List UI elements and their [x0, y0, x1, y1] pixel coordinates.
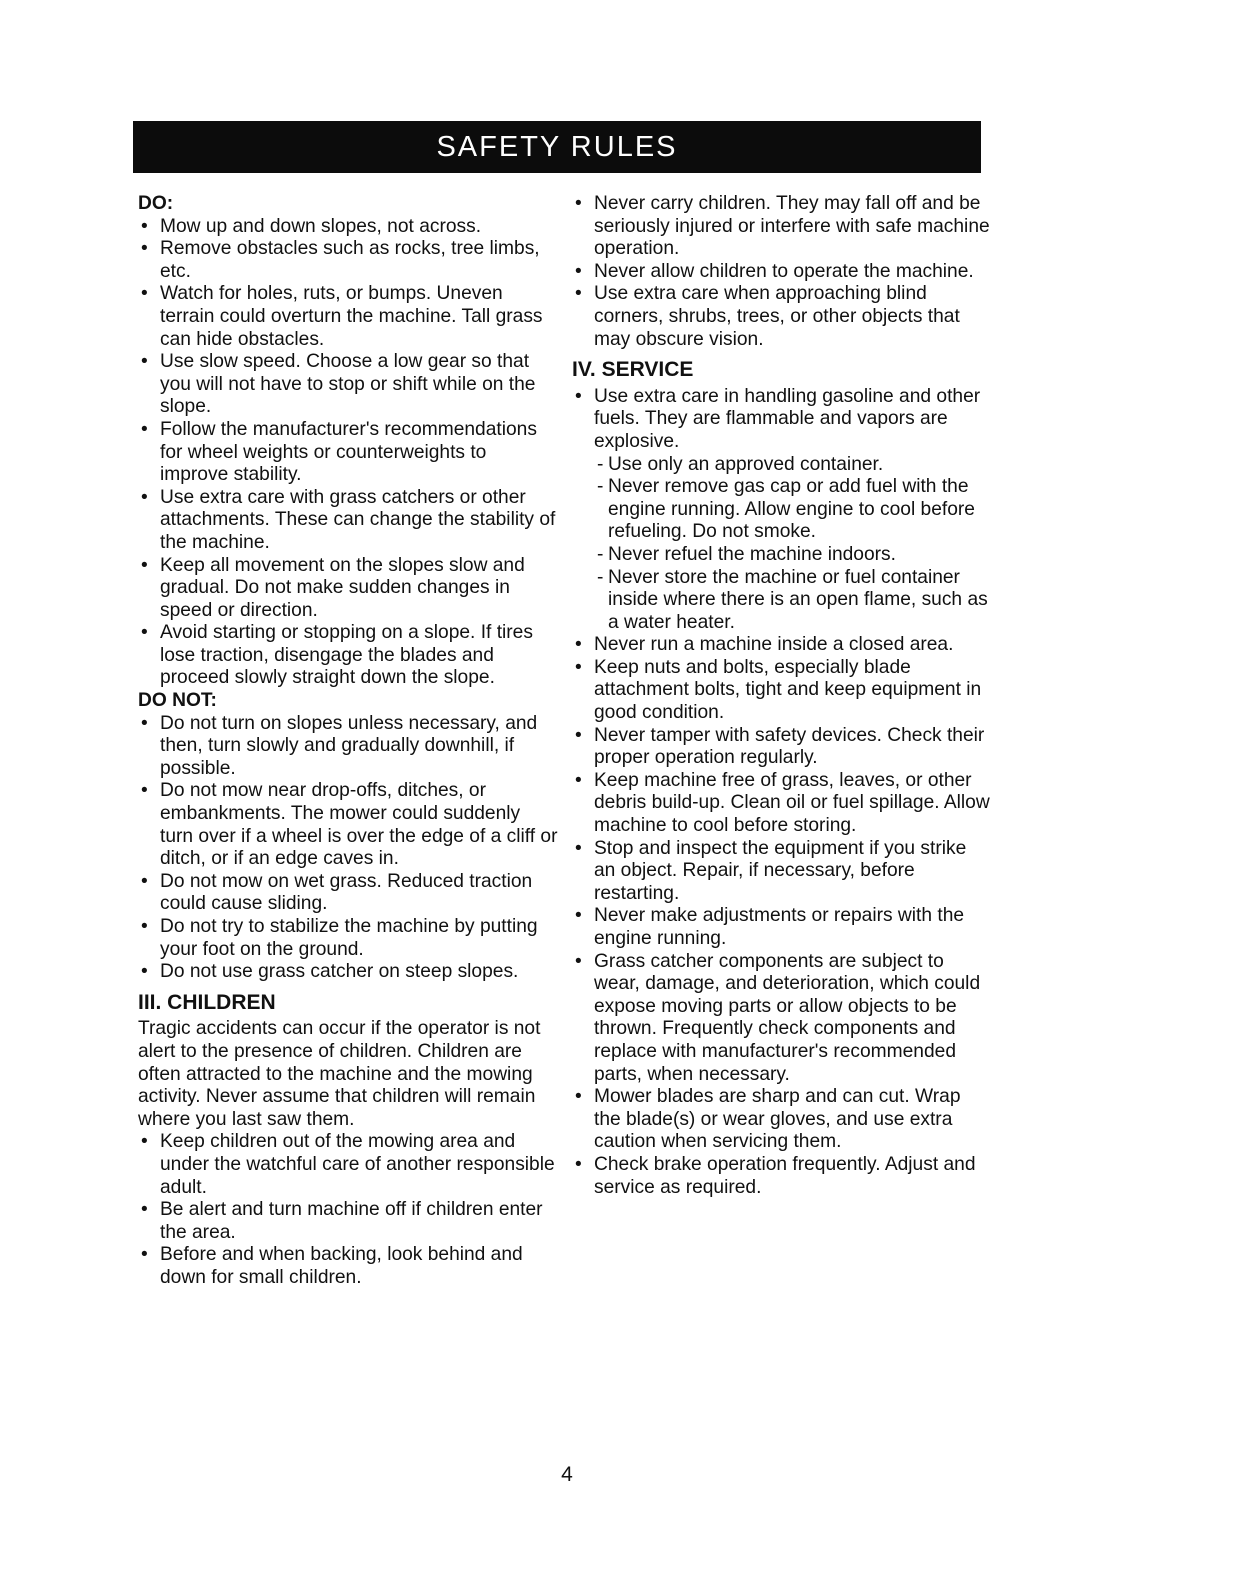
list-item: • Remove obstacles such as rocks, tree limbs, etc.	[138, 238, 558, 283]
list-item: • Mower blades are sharp and can cut. Wrap the blade(s) or wear gloves, and use extra caution when servicing them.	[572, 1086, 992, 1154]
list-item: • Mow up and down slopes, not across.	[138, 216, 558, 239]
list-item: • Watch for holes, ruts, or bumps. Uneven terrain could overturn the machine. Tall grass can hide obstacles.	[138, 283, 558, 351]
list-item: • Never make adjustments or repairs with the engine running.	[572, 905, 992, 950]
do-list	[138, 216, 558, 690]
do-label: DO:	[138, 193, 174, 214]
sub-list-item: - Never store the machine or fuel container inside where there is an open flame, such as a water heater.	[594, 567, 992, 635]
list-item: • Do not mow near drop-offs, ditches, or embankments. The mower could suddenly turn over if a wheel is over the edge of a cliff or ditch, or if an edge caves in.	[138, 780, 558, 870]
list-item: • Grass catcher components are subject to wear, damage, and deterioration, which could expose moving parts or allow objects to be thrown. Frequently check components and replace with manufacturer's recommended parts, when necessary.	[572, 951, 992, 1087]
list-item: • Use slow speed. Choose a low gear so that you will not have to stop or shift while on the slope.	[138, 351, 558, 419]
fuel-item-text: Use extra care in handling gasoline and other fuels. They are flammable and vapors are explosive.	[594, 385, 981, 452]
right-column	[572, 193, 992, 1199]
list-item: • Do not try to stabilize the machine by putting your foot on the ground.	[138, 916, 558, 961]
banner-title: SAFETY RULES	[436, 130, 678, 163]
fuel-sublist	[594, 454, 992, 635]
do-not-label: DO NOT:	[138, 690, 217, 712]
sub-list-item: - Never remove gas cap or add fuel with the engine running. Allow engine to cool before refueling. Do not smoke.	[594, 476, 992, 544]
list-item: • Keep nuts and bolts, especially blade attachment bolts, tight and keep equipment in good condition.	[572, 657, 992, 725]
list-item: • Never carry children. They may fall off and be seriously injured or interfere with safe machine operation.	[572, 193, 992, 261]
do-not-list	[138, 713, 558, 984]
list-item: • Do not use grass catcher on steep slopes.	[138, 961, 558, 984]
list-item: • Follow the manufacturer's recommendations for wheel weights or counterweights to improve stability.	[138, 419, 558, 487]
list-item: • Do not mow on wet grass. Reduced traction could cause sliding.	[138, 871, 558, 916]
page-number: 4	[561, 1463, 573, 1486]
list-item: • Never allow children to operate the machine.	[572, 261, 992, 284]
list-item: • Be alert and turn machine off if children enter the area.	[138, 1199, 558, 1244]
children-list	[138, 1131, 558, 1289]
list-item: • Use extra care with grass catchers or other attachments. These can change the stability of the machine.	[138, 487, 558, 555]
sub-list-item: - Use only an approved container.	[594, 454, 992, 477]
service-heading: IV. SERVICE	[572, 358, 694, 382]
list-item: • Keep children out of the mowing area and under the watchful care of another responsible adult.	[138, 1131, 558, 1199]
service-list	[572, 386, 992, 1199]
children-heading: III. CHILDREN	[138, 990, 276, 1014]
list-item: • Keep machine free of grass, leaves, or other debris build-up. Clean oil or fuel spillage. Allow machine to cool before storing.	[572, 770, 992, 838]
list-item: • Never tamper with safety devices. Check their proper operation regularly.	[572, 725, 992, 770]
list-item: • Keep all movement on the slopes slow and gradual. Do not make sudden changes in speed or direction.	[138, 555, 558, 623]
list-item: • Stop and inspect the equipment if you strike an object. Repair, if necessary, before restarting.	[572, 838, 992, 906]
section-banner	[133, 121, 981, 173]
list-item: • Before and when backing, look behind and down for small children.	[138, 1244, 558, 1289]
list-item: • Never run a machine inside a closed area.	[572, 634, 992, 657]
list-item: • Check brake operation frequently. Adjust and service as required.	[572, 1154, 992, 1199]
sub-list-item: - Never refuel the machine indoors.	[594, 544, 992, 567]
children-intro: Tragic accidents can occur if the operator is not alert to the presence of children. Children are often attracted to the machine and the mowing activity. Never assume that children will remain where you last saw them.	[138, 1018, 541, 1130]
children-continued-list	[572, 193, 992, 351]
list-item: • Use extra care when approaching blind corners, shrubs, trees, or other objects that may obscure vision.	[572, 283, 992, 351]
left-column	[138, 193, 558, 1290]
list-item: • Do not turn on slopes unless necessary, and then, turn slowly and gradually downhill, if possible.	[138, 713, 558, 781]
list-item	[572, 386, 992, 635]
list-item: • Avoid starting or stopping on a slope. If tires lose traction, disengage the blades and proceed slowly straight down the slope.	[138, 622, 558, 690]
